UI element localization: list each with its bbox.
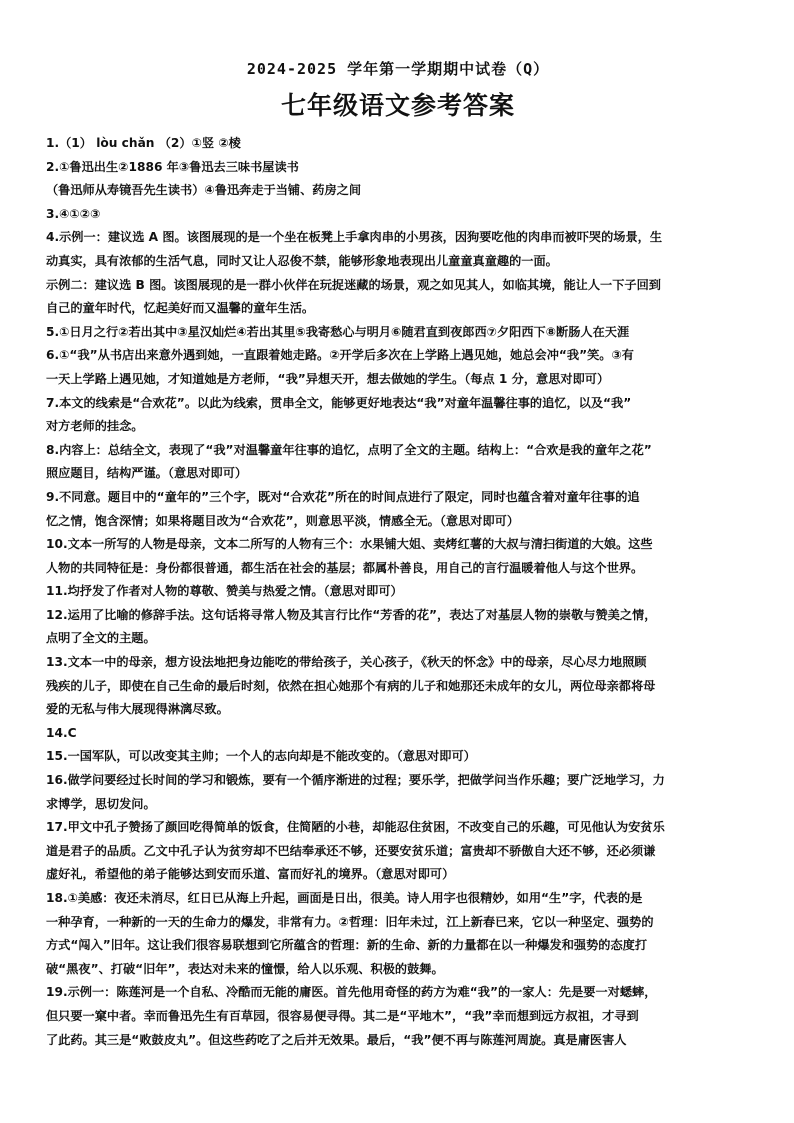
answer-line: 15.一国军队，可以改变其主帅；一个人的志向却是不能改变的。（意思对即可） [46,749,476,764]
answer-line: 11.均抒发了作者对人物的尊敬、赞美与热爱之情。（意思对即可） [46,584,403,599]
answer-line: 9.不同意。题目中的“童年的”三个字，既对“合欢花”所在的时间点进行了限定，同时也蕴含着对童年往事的追 [46,489,640,504]
answer-line: 忆之情，饱含深情；如果将题目改为“合欢花”，则意思平淡，情感全无。（意思对即可） [46,513,520,528]
answer-line: 但只要一窠中者。幸而鲁迅先生有百草园，很容易便寻得。其二是“平地木”，“我”幸而想到远方叔祖，才寻到 [46,1008,639,1023]
answer-line: 14.C [46,725,77,740]
answer-line: 7.本文的线索是“合欢花”。以此为线索，贯串全文，能够更好地表达“我”对童年温馨往事的追忆，以及“我” [46,395,632,410]
answer-line: 18.①美感：夜还未消尽，红日已从海上升起，画面是日出，很美。诗人用字也很精妙，如用“生”字，代表的是 [46,891,643,905]
answer-line: 4.示例一：建议选 A 图。该图展现的是一个坐在板凳上手拿肉串的小男孩，因狗要吃他的肉串而被吓哭的场景，生 [46,230,663,245]
answer-line: 求博学，思切发问。 [46,796,156,811]
answer-line: 13.文本一中的母亲，想方设法地把身边能吃的带给孩子，关心孩子，《秋天的怀念》中的母亲，尽心尽力地照顾 [46,655,647,670]
answer-line: 照应题目，结构严谨。（意思对即可） [46,466,248,481]
answer-line: 5.①日月之行②若出其中③星汉灿烂④若出其里⑤我寄愁心与明月⑥随君直到夜郎西⑦夕阳西下⑧断肠人在天涯 [46,324,630,339]
answer-line: 人物的共同特征是：身份都很普通，都生活在社会的基层；都属朴善良，用自己的言行温暖着他人与这个世界。 [46,560,644,575]
answer-line: 17.甲文中孔子赞扬了颜回吃得简单的饭食，住简陋的小巷，却能忍住贫困，不改变自己的乐趣，可见他认为安贫乐 [46,820,665,835]
answer-line: 残疾的儿子，即使在自己生命的最后时刻，依然在担心她那个有病的儿子和她那还未成年的女儿，两位母亲都将母 [46,678,656,693]
answer-line: 方式“闯入”旧年。这让我们很容易联想到它所蕴含的哲理：新的生命、新的力量都在以一种爆发和强势的态度打 [46,938,648,953]
answer-line: 3.④①②③ [46,206,101,221]
answer-line: （鲁迅师从寿镜吾先生读书）④鲁迅奔走于当铺、药房之间 [46,183,362,198]
exam-title: 2024-2025 学年第一学期期中试卷（Q） [246,60,550,78]
answer-line: 10.文本一所写的人物是母亲，文本二所写的人物有三个：水果铺大姐、卖烤红薯的大叔与清扫街道的大娘。这些 [46,537,653,552]
answer-line: 6.①“我”从书店出来意外遇到她，一直跟着她走路。②开学后多次在上学路上遇见她，她总会冲“我”笑。③有 [46,348,634,363]
answer-line: 19.示例一：陈莲河是一个自私、冷酷而无能的庸医。首先他用奇怪的药方为难“我”的一家人：先是要一对蟋蟀， [46,985,657,1000]
answer-line: 12.运用了比喻的修辞手法。这句话将寻常人物及其言行比作“芳香的花”，表达了对基层人物的崇敬与赞美之情， [46,607,657,622]
answer-line: 动真实，具有浓郁的生活气息，同时又让人忍俊不禁，能够形象地表现出儿童童真童趣的一面。 [46,253,558,268]
answer-line: 爱的无私与伟大展现得淋漓尽致。 [46,702,229,717]
answer-line: 点明了全文的主题。 [46,631,156,646]
answer-line: 破“黑夜”、打破“旧年”，表达对未来的憧憬，给人以乐观、积极的鼓舞。 [46,961,444,976]
answer-line: 道是君子的品质。乙文中孔子认为贫穷却不巴结奉承还不够，还要安贫乐道；富贵却不骄傲自大还不够，还必须谦 [46,843,656,858]
answer-line: 了此药。其三是“败鼓皮丸”。但这些药吃了之后并无效果。最后，“我”便不再与陈莲河周旋。真是庸医害人 [46,1032,627,1047]
document-title: 七年级语文参考答案 [280,91,515,120]
answer-line: 16.做学问要经过长时间的学习和锻炼，要有一个循序渐进的过程；要乐学，把做学问当作乐趣；要广泛地学习，力 [46,773,665,788]
answer-list [46,132,750,1052]
answer-line: 对方老师的挂念。 [46,419,144,434]
answer-line: 2.①鲁迅出生②1886 年③鲁迅去三味书屋读书 [46,159,299,174]
answer-line: 示例二：建议选 B 图。该图展现的是一群小伙伴在玩捉迷藏的场景，观之如见其人，如临其境，能让人一下子回到 [46,277,661,292]
answer-line: 8.内容上：总结全文，表现了“我”对温馨童年往事的追忆，点明了全文的主题。结构上：“合欢是我的童年之花” [46,442,652,457]
answer-line: 虚好礼，希望他的弟子能够达到安而乐道、富而好礼的境界。（意思对即可） [46,867,455,882]
answer-line: 自己的童年时代，忆起美好而又温馨的童年生活。 [46,301,315,316]
answer-line: 一天上学路上遇见她，才知道她是方老师，“我”异想天开，想去做她的学生。（每点 1 分，意思对即可） [46,371,610,386]
answer-line: 1.（1） lòu chǎn （2）①竖 ②棱 [46,136,241,150]
answer-line: 一种孕育，一种新的一天的生命力的爆发，非常有力。②哲理：旧年未过，江上新春已来，它以一种坚定、强势的 [46,914,654,929]
